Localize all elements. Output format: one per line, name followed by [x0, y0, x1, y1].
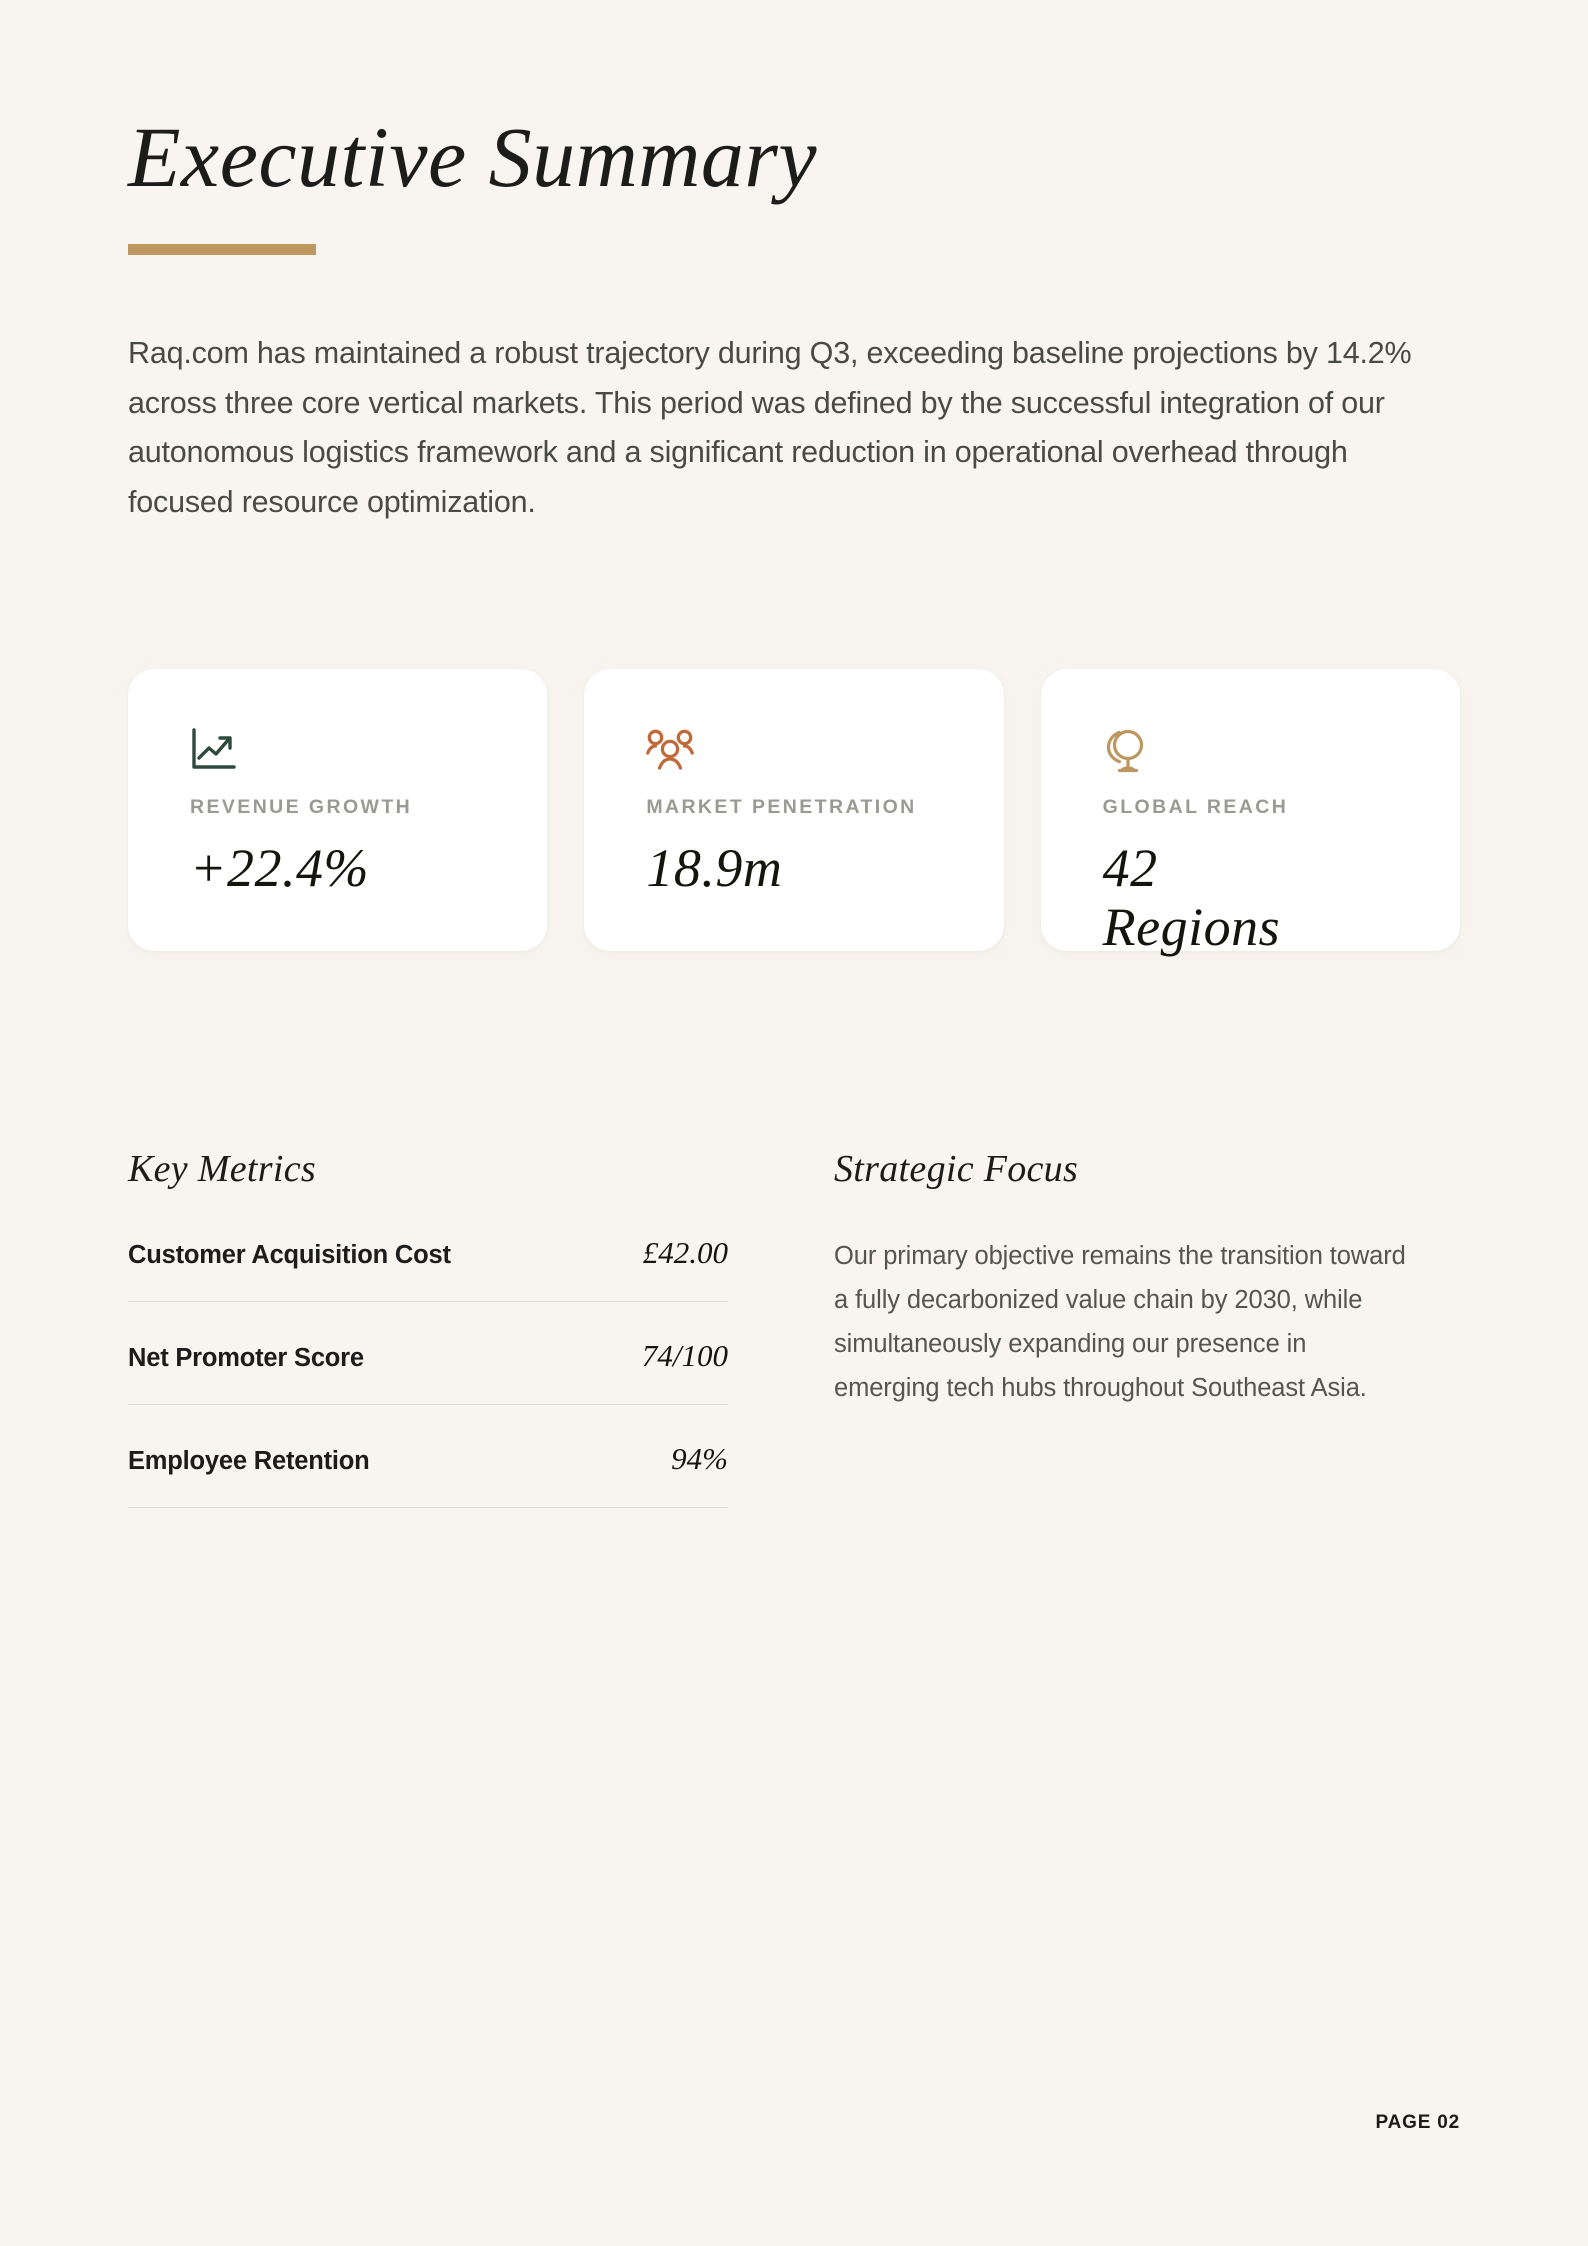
metric-card-revenue-growth [128, 669, 547, 951]
metric-card-value [190, 839, 499, 897]
metric-card-value-line: 18.9m [646, 838, 783, 899]
metric-card-label: REVENUE GROWTH [190, 795, 413, 818]
globe-stand-icon [1103, 727, 1412, 773]
users-group-icon [646, 727, 955, 773]
title-block [128, 0, 1460, 255]
metric-value: 94% [671, 1440, 728, 1476]
metric-name: Employee Retention [128, 1446, 370, 1475]
strategic-focus-heading: Strategic Focus [834, 1147, 1079, 1190]
metric-name: Customer Acquisition Cost [128, 1240, 451, 1269]
table-row [128, 1404, 728, 1507]
metric-card-market-penetration [584, 669, 1003, 951]
line-chart-up-icon [190, 727, 499, 773]
table-row [128, 1235, 728, 1302]
metric-value: 74/100 [641, 1337, 728, 1373]
strategic-focus-paragraph: Our primary objective remains the transition toward a fully decarbonized value chain by 2030, while simultaneously expanding our presence in emerging tech hubs throughout Southeast Asia. [834, 1241, 1406, 1402]
key-metrics-heading: Key Metrics [128, 1147, 316, 1190]
metric-card-label: GLOBAL REACH [1102, 795, 1289, 818]
metric-card-value-line: Regions [1102, 896, 1281, 957]
metric-value: £42.00 [642, 1234, 728, 1270]
key-metrics-column [128, 1147, 728, 1508]
key-metrics-table [128, 1235, 728, 1508]
page-footer [1376, 2112, 1460, 2134]
metric-card-global-reach [1041, 669, 1460, 957]
metric-card-value-line: +22.4% [190, 838, 369, 899]
table-row [128, 1301, 728, 1404]
strategic-focus-column [834, 1147, 1416, 1508]
intro-paragraph: Raq.com has maintained a robust trajectory during Q3, exceeding baseline projections by 14.2% across three core vertical markets. This period was defined by the successful integration of our autonomous logistics framework and a significant reduction in operational overhead through focused resource optimization. [128, 336, 1412, 519]
metric-card-value-line: 42 [1102, 838, 1158, 899]
page-number: PAGE 02 [1375, 2112, 1460, 2133]
metric-card-value [646, 839, 955, 897]
metric-name: Net Promoter Score [128, 1343, 364, 1372]
metric-card-label: MARKET PENETRATION [646, 795, 917, 818]
lower-section [128, 951, 1460, 1508]
accent-bar [128, 244, 316, 255]
metric-card-value [1103, 839, 1412, 956]
page-title: Executive Summary [128, 109, 818, 205]
metric-cards-row [128, 527, 1460, 957]
